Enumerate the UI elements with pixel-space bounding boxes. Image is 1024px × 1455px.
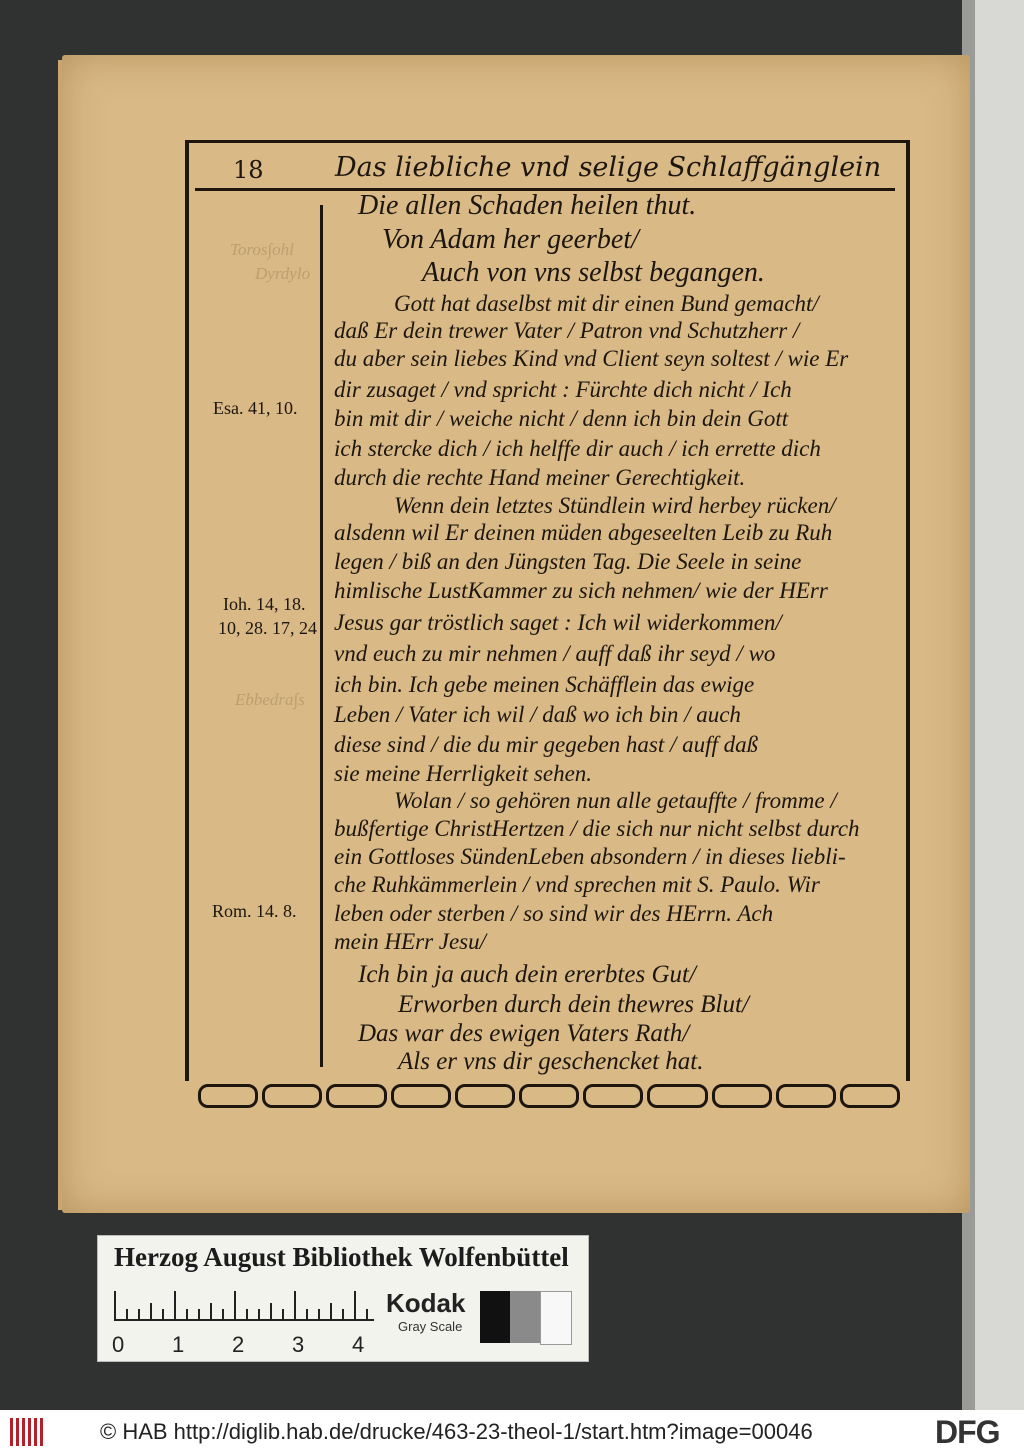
body-line: durch die rechte Hand meiner Gerechtigkeit. — [334, 465, 746, 490]
verse-line: Die allen Schaden heilen thut. — [358, 190, 697, 221]
body-line: vnd euch zu mir nehmen / auff daß ihr seyd / wo — [334, 641, 776, 666]
bleed-through-text: Dyrdylo — [255, 264, 311, 283]
body-line: dir zusaget / vnd spricht : Fürchte dich nicht / Ich — [334, 377, 792, 402]
margin-note: Ioh. 14, 18. — [223, 594, 306, 614]
gray-swatch-mid — [510, 1291, 540, 1343]
ruler-number: 1 — [172, 1332, 185, 1357]
page-header — [195, 148, 895, 191]
ornamental-border — [198, 1080, 900, 1112]
body-line: che Ruhkämmerlein / vnd sprechen mit S. Paulo. Wir — [334, 872, 820, 897]
body-line: daß Er dein trewer Vater / Patron vnd Schutzherr / — [334, 318, 800, 343]
bleed-through-text: Toros∫ohl — [230, 240, 294, 259]
body-line: himlische LustKammer zu sich nehmen/ wie der HErr — [334, 578, 828, 603]
footer-credit[interactable]: © HAB http://diglib.hab.de/drucke/463-23-theol-1/start.htm?image=00046 — [100, 1419, 813, 1444]
gray-swatch-white — [540, 1291, 572, 1345]
verse-line: Ich bin ja auch dein ererbtes Gut/ — [358, 961, 696, 988]
body-line: Wenn dein letztes Stündlein wird herbey rücken/ — [394, 493, 836, 518]
verse-line: Erworben durch dein thewres Blut/ — [398, 991, 749, 1018]
body-line: Leben / Vater ich wil / daß wo ich bin / auch — [334, 702, 741, 727]
margin-note: Rom. 14. 8. — [212, 901, 297, 921]
ruler-number: 2 — [232, 1332, 245, 1357]
margin-note: 10, 28. 17, 24 — [218, 618, 317, 638]
body-line: mein HErr Jesu/ — [334, 929, 487, 954]
body-line: du aber sein liebes Kind vnd Client seyn soltest / wie Er — [334, 346, 849, 371]
body-line: Jesus gar tröstlich saget : Ich wil widerkommen/ — [334, 610, 782, 635]
running-title: Das liebliche vnd selige Schlaffgänglein — [335, 152, 882, 183]
body-line: Wolan / so gehören nun alle getauffte / fromme / — [394, 788, 837, 813]
body-line: bin mit dir / weiche nicht / denn ich bin dein Gott — [334, 406, 789, 431]
body-line: bußfertige ChristHertzen / die sich nur nicht selbst durch — [334, 816, 860, 841]
ruler-number: 3 — [292, 1332, 305, 1357]
body-line: ich bin. Ich gebe meinen Schäfflein das ewige — [334, 672, 755, 697]
ruler-number: 0 — [112, 1332, 125, 1357]
body-line: ein Gottloses SündenLeben absondern / in dieses liebli- — [334, 844, 846, 869]
dfg-logo: DFG — [935, 1414, 1000, 1450]
margin-column-rule — [320, 205, 323, 1067]
footer-bar — [0, 1410, 1024, 1455]
verse-line: Auch von vns selbst begangen. — [422, 257, 765, 288]
body-line: sie meine Herrligkeit sehen. — [334, 761, 593, 786]
body-line: diese sind / die du mir gegeben hast / auff daß — [334, 732, 759, 757]
body-line: leben oder sterben / so sind wir des HErrn. Ach — [334, 901, 774, 926]
body-line: ich stercke dich / ich helffe dir auch / ich errette dich — [334, 436, 821, 461]
verse-line: Das war des ewigen Vaters Rath/ — [358, 1020, 690, 1047]
verse-line: Als er vns dir geschencket hat. — [398, 1048, 704, 1075]
scanner-edge-light — [975, 0, 1024, 1410]
page-number: 18 — [233, 156, 264, 184]
scale-ruler — [114, 1291, 374, 1321]
library-label-card — [97, 1235, 589, 1362]
gray-scale-label: Gray Scale — [398, 1319, 463, 1334]
gray-swatch-black — [480, 1291, 510, 1343]
kodak-brand: Kodak — [386, 1288, 466, 1318]
hab-barcode-icon — [10, 1418, 46, 1446]
body-line: Gott hat daselbst mit dir einen Bund gemacht/ — [394, 291, 819, 316]
library-name: Herzog August Bibliothek Wolfenbüttel — [114, 1242, 569, 1272]
bleed-through-text: Ebbedra∫s — [235, 690, 305, 709]
verse-line: Von Adam her geerbet/ — [382, 224, 639, 255]
ruler-number: 4 — [352, 1332, 365, 1357]
margin-note: Esa. 41, 10. — [213, 398, 298, 418]
body-line: legen / biß an den Jüngsten Tag. Die Seele in seine — [334, 549, 802, 574]
body-line: alsdenn wil Er deinen müden abgeseelten Leib zu Ruh — [334, 520, 833, 545]
